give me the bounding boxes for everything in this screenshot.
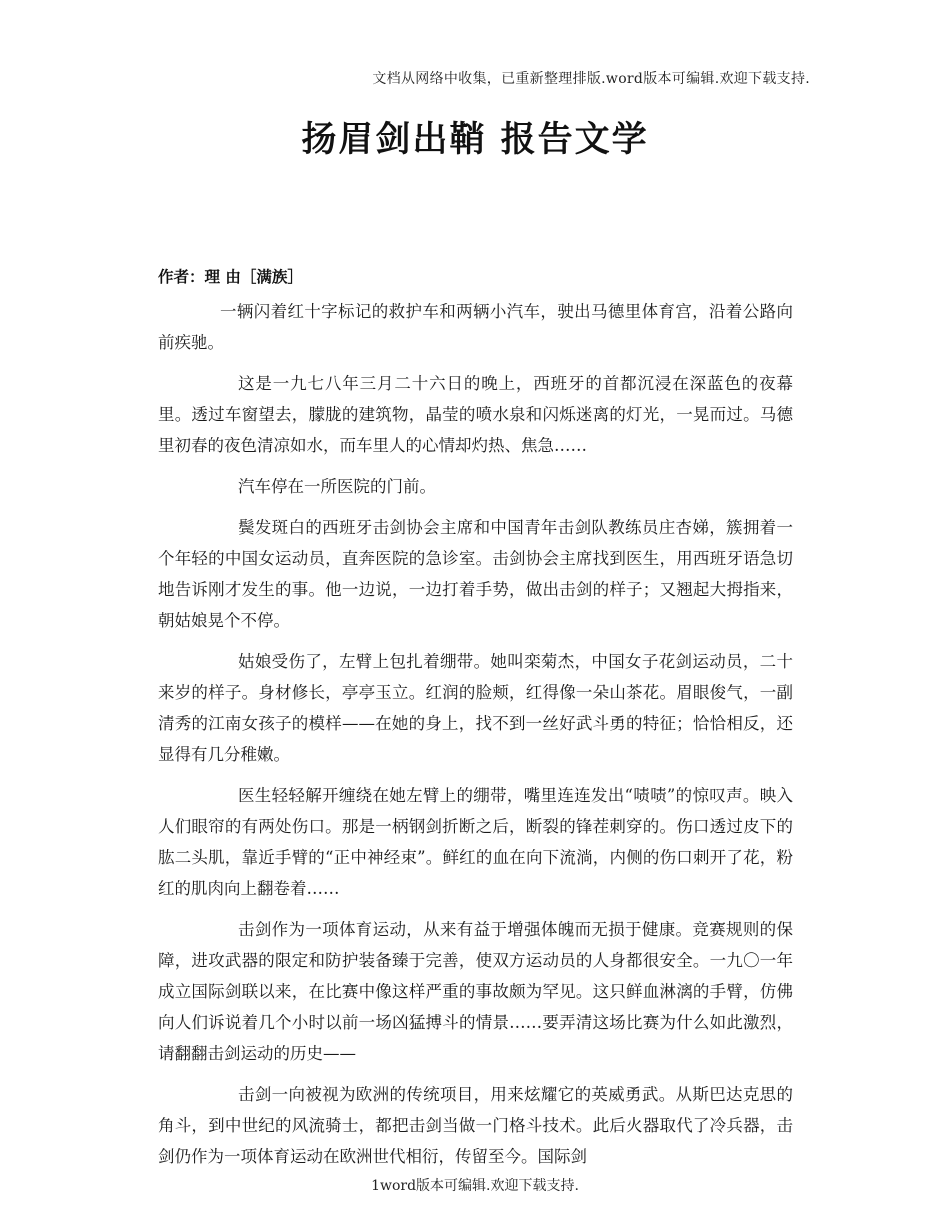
page-title: 扬眉剑出鞘 报告文学 [301,120,649,160]
paragraph: 鬓发斑白的西班牙击剑协会主席和中国青年击剑队教练员庄杏娣，簇拥着一个年轻的中国女运动员，直奔医院的急诊室。击剑协会主席找到医生，用西班牙语急切地告诉刚才发生的事。他一边说，一边打着手势，做出击剑的样子；又翘起大拇指来，朝姑娘晃个不停。 [158,518,793,630]
author-line: 作者：理 由［满族］ [158,268,303,286]
paragraph: 汽车停在一所医院的门前。 [238,477,436,496]
paragraph: 医生轻轻解开缠绕在她左臂上的绷带，嘴里连连发出“啧啧”的惊叹声。映入人们眼帘的有两处伤口。那是一柄钢剑折断之后，断裂的锋茬刺穿的。伤口透过皮下的肱二头肌，靠近手臂的“正中神经束”。鲜红的血在向下流淌，内侧的伤口刺开了花，粉红的肌肉向上翻卷着…… [158,786,793,898]
paragraph: 击剑作为一项体育运动，从来有益于增强体魄而无损于健康。竞赛规则的保障，进攻武器的限定和防护装备臻于完善，使双方运动员的人身都很安全。一九〇一年成立国际剑联以来，在比赛中像这样严重的事故颇为罕见。这只鲜血淋漓的手臂，仿佛向人们诉说着几个小时以前一场凶猛搏斗的情景……要弄清这场比赛为什么如此激烈，请翻翻击剑运动的历史—— [158,920,793,1063]
paragraph: 一辆闪着红十字标记的救护车和两辆小汽车，驶出马德里体育宫，沿着公路向前疾驰。 [158,302,793,352]
header-note: 文档从网络中收集，已重新整理排版.word版本可编辑.欢迎下载支持. [372,71,810,87]
paragraph: 姑娘受伤了，左臂上包扎着绷带。她叫栾菊杰，中国女子花剑运动员，二十来岁的样子。身材修长，亭亭玉立。红润的脸颊，红得像一朵山茶花。眉眼俊气，一副清秀的江南女孩子的模样——在她的身上，找不到一丝好武斗勇的特征；恰恰相反，还显得有几分稚嫩。 [158,652,793,764]
paragraph: 这是一九七八年三月二十六日的晚上，西班牙的首都沉浸在深蓝色的夜幕里。透过车窗望去，朦胧的建筑物，晶莹的喷水泉和闪烁迷离的灯光，一晃而过。马德里初春的夜色清凉如水，而车里人的心情却灼热、焦急…… [158,374,793,455]
paragraph: 击剑一向被视为欧洲的传统项目，用来炫耀它的英威勇武。从斯巴达克思的角斗，到中世纪的风流骑士，都把击剑当做一门格斗技术。此后火器取代了冷兵器，击剑仍作为一项体育运动在欧洲世代相衍，传留至今。国际剑 [158,1085,793,1166]
page-footer: 1word版本可编辑.欢迎下载支持. [371,1178,579,1194]
article-body [158,296,793,1182]
